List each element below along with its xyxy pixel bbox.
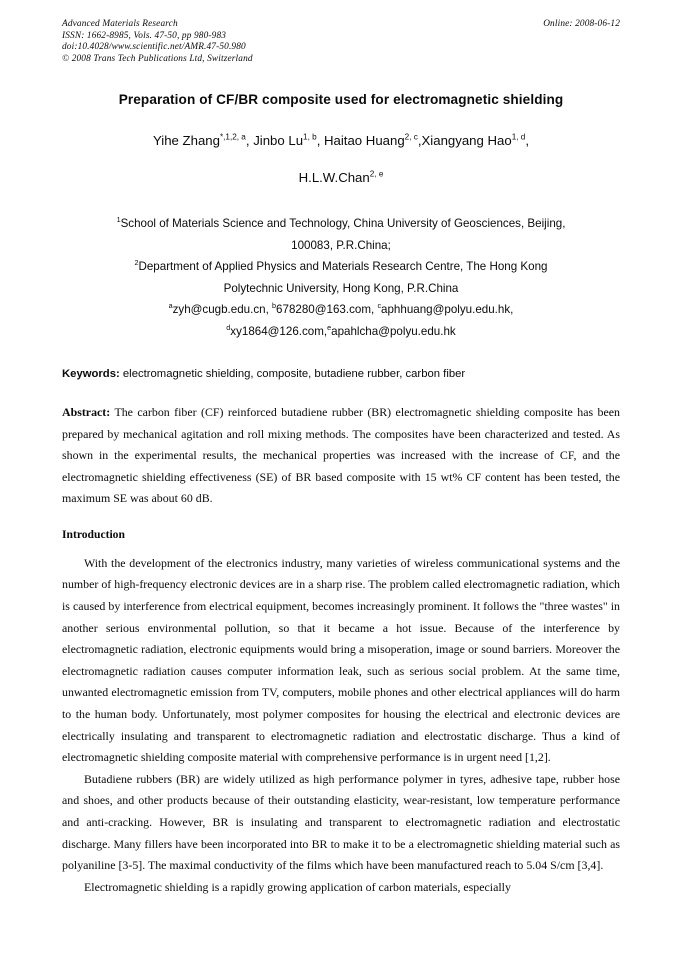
email-address[interactable]: apahlcha@polyu.edu.hk — [331, 324, 456, 338]
affiliation-list — [62, 213, 620, 299]
affiliation-line: $^1$School of Materials Science and Technology, China University of Geosciences, Beijing, — [116, 215, 566, 231]
journal-doi-line: doi:10.4028/www.scientific.net/AMR.47-50.980 — [62, 42, 246, 53]
abstract-text: The carbon fiber (CF) reinforced butadiene rubber (BR) electromagnetic shielding composite has been prepared by mechanical agitation and roll mixing methods. The composites have been characterized and tested. As shown in the experimental results, the mechanical properties was increased with the increase of CF, and the electromagnetic shielding effectiveness (SE) of BR based composite with 15 wt% CF content has been tested, the maximum SE was about 60 dB. — [62, 405, 620, 506]
journal-name: Advanced Materials Research — [62, 19, 178, 29]
email-marker: e — [327, 323, 332, 333]
author-list-secondary — [299, 170, 384, 185]
body-paragraph: With the development of the electronics industry, many varieties of wireless communicational systems and the number of high-frequency electronic devices are in a sharp rise. The problem called electromagnetic radiation, which is caused by interference from electrical equipment, becomes increasingly prominent. It follows the "three wastes" in another serious environmental pollution, so that it became a hot issue. Because of the interference by electromagnetic radiation, electronic equipments would bring a misoperation, image or sound barriers. Moreover the electromagnetic radiation causes computer information leak, such as serious social problem. At the same time, unwanted electromagnetic emission from TV, computers, mobile phones and other electrical appliances will do harm to the human body. Unfortunately, most polymer composites for housing the electrical and electronic devices are electrically insulating and transparent to electromagnetic radiation and electrostatic discharge. Thus a kind of electromagnetic shielding composite material with comprehensive performance is in urgent need [1,2]. — [62, 555, 620, 765]
email-address[interactable]: xy1864@126.com — [230, 324, 324, 338]
abstract-label: Abstract: — [62, 405, 111, 420]
email-line-1: $^a$zyh@cugb.edu.cn, $^b$678280@163.com, $^c$aphhuang@polyu.edu.hk, — [168, 301, 514, 317]
email-address[interactable]: zyh@cugb.edu.cn — [172, 303, 266, 317]
section-list — [62, 527, 620, 899]
email-marker: c — [377, 301, 382, 311]
author-affiliation-marker: 1, b — [303, 132, 317, 142]
email-list — [62, 299, 620, 342]
author-affiliation-marker: 1, d — [511, 132, 526, 142]
email-address[interactable]: aphhuang@polyu.edu.hk — [381, 303, 511, 317]
author-affiliation-marker: 2, e — [369, 169, 384, 179]
affiliation-marker: 2 — [134, 258, 139, 268]
affiliation-line: $^2$Department of Applied Physics and Materials Research Centre, The Hong Kong — [134, 258, 548, 274]
journal-copyright-line: © 2008 Trans Tech Publications Ltd, Switzerland — [62, 53, 253, 64]
body-paragraph: Butadiene rubbers (BR) are widely utilized as high performance polymer in tyres, adhesive tape, rubber hose and shoes, and other products because of their outstanding elasticity, wear-resistant, low temperature performance and anti-cracking. However, BR is insulating and transparent to electromagnetic radiation and electrostatic discharge. Many fillers have been incorporated into BR to make it to be a electromagnetic shielding material such as polyaniline [3-5]. The maximal conductivity of the films which have been manufactured reach to 5.04 S/cm [3,4]. — [62, 771, 620, 873]
author-list-primary: Yihe Zhang$^{*,1,2, a}$, Jinbo Lu$^{1, b}$, Haitao Huang$^{2, c}$,Xiangyang Hao$^{1, d}$, — [152, 132, 530, 149]
author-affiliation-marker: 2, c — [404, 132, 418, 142]
journal-issn-line: ISSN: 1662-8985, Vols. 47-50, pp 980-983 — [62, 30, 227, 41]
author-name: H.L.W.Chan — [298, 170, 370, 186]
journal-masthead — [62, 19, 620, 65]
page-title: Preparation of CF/BR composite used for electromagnetic shielding — [118, 92, 564, 108]
author-name: Xiangyang Hao — [421, 133, 512, 149]
page-content-column — [62, 0, 620, 898]
author-name: Haitao Huang — [324, 133, 405, 149]
email-address[interactable]: 678280@163.com — [276, 303, 371, 317]
section-heading: Introduction — [62, 527, 125, 541]
affiliation-marker: 1 — [116, 215, 121, 225]
author-affiliation-marker: *,1,2, a — [219, 132, 246, 142]
body-paragraph: Electromagnetic shielding is a rapidly growing application of carbon materials, especially — [84, 879, 511, 894]
keywords-label: Keywords: — [62, 368, 120, 381]
email-marker: b — [272, 301, 277, 311]
author-line-1 — [62, 131, 620, 150]
online-publication-date: Online: 2008-06-12 — [543, 19, 620, 29]
email-line-2: $^d$xy1864@126.com,$^e$apahlcha@polyu.edu.hk — [226, 323, 456, 338]
email-marker: d — [226, 323, 231, 333]
author-line-2 — [62, 168, 620, 187]
affiliation-line: Polytechnic University, Hong Kong, P.R.China — [223, 281, 459, 295]
abstract-block — [62, 402, 620, 510]
keywords-block — [62, 367, 620, 382]
author-name: Yihe Zhang — [152, 133, 220, 149]
email-marker: a — [168, 301, 173, 311]
affiliation-line: 100083, P.R.China; — [291, 238, 391, 252]
keywords-text: electromagnetic shielding, composite, butadiene rubber, carbon fiber — [119, 368, 466, 381]
author-name: Jinbo Lu — [253, 133, 304, 149]
